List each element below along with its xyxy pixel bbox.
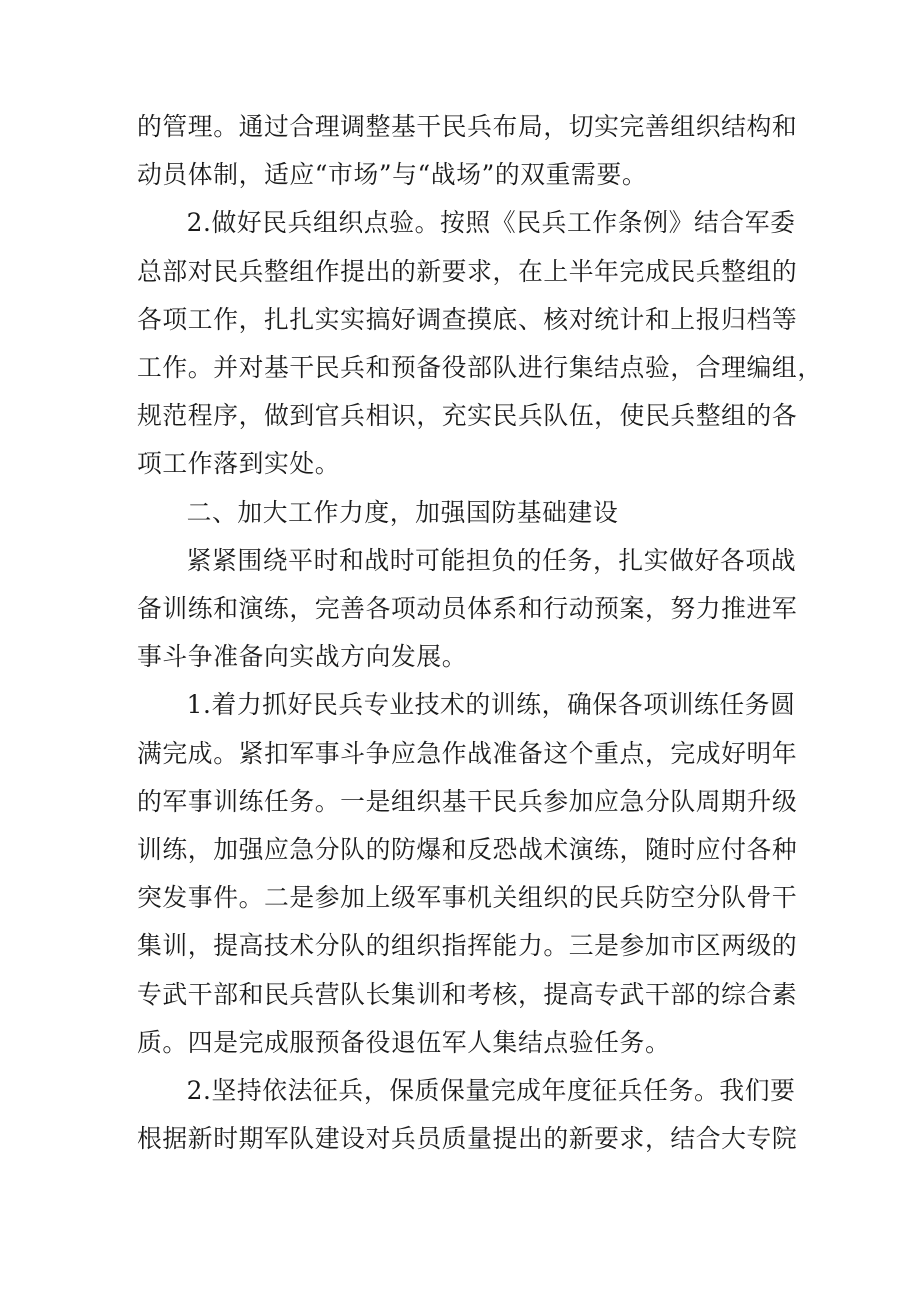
paragraph-1 [137,103,798,199]
paragraph-5 [137,681,798,1067]
text-line: 根据新时期军队建设对兵员质量提出的新要求，结合大专院 [137,1124,798,1154]
section-heading [137,489,783,537]
heading-line: 二、加大工作力度，加强国防基础建设 [186,497,619,527]
text-line: 2.做好民兵组织点验。按照《民兵工作条例》结合军委 [186,208,796,238]
text-line: 满完成。紧扣军事斗争应急作战准备这个重点，完成好明年 [137,738,798,768]
text-line: 1.着力抓好民兵专业技术的训练，确保各项训练任务圆 [186,690,796,720]
text-line: 2.坚持依法征兵，保质保量完成年度征兵任务。我们要 [186,1076,796,1106]
text-line: 动员体制，适应“市场”与“战场”的双重需要。 [137,160,648,190]
document-body [137,103,823,1163]
text-line: 训练，加强应急分队的防爆和反恐战术演练，随时应付各种 [137,835,798,865]
text-line: 备训练和演练，完善各项动员体系和行动预案，努力推进军 [137,594,798,624]
paragraph-6 [137,1067,798,1163]
text-line: 紧紧围绕平时和战时可能担负的任务，扎实做好各项战 [186,545,797,575]
text-line: 集训，提高技术分队的组织指挥能力。三是参加市区两级的 [137,931,798,961]
text-line: 项工作落到实处。 [137,449,341,479]
text-line: 各项工作，扎扎实实搞好调查摸底、核对统计和上报归档等 [137,304,798,334]
text-line: 专武干部和民兵营队长集训和考核，提高专武干部的综合素 [137,979,798,1009]
text-line: 质。四是完成服预备役退伍军人集结点验任务。 [137,1027,671,1057]
text-line: 的军事训练任务。一是组织基干民兵参加应急分队周期升级 [137,786,798,816]
text-line: 的管理。通过合理调整基干民兵布局，切实完善组织结构和 [137,112,798,141]
text-line: 总部对民兵整组作提出的新要求，在上半年完成民兵整组的 [137,256,798,286]
text-line: 事斗争准备向实战方向发展。 [137,642,468,672]
text-line: 工作。并对基干民兵和预备役部队进行集结点验，合理编组， [137,353,823,383]
paragraph-2 [137,199,823,488]
text-line: 规范程序，做到官兵相识，充实民兵队伍，使民兵整组的各 [137,401,798,431]
paragraph-4 [137,537,798,682]
text-line: 突发事件。二是参加上级军事机关组织的民兵防空分队骨干 [137,883,798,913]
